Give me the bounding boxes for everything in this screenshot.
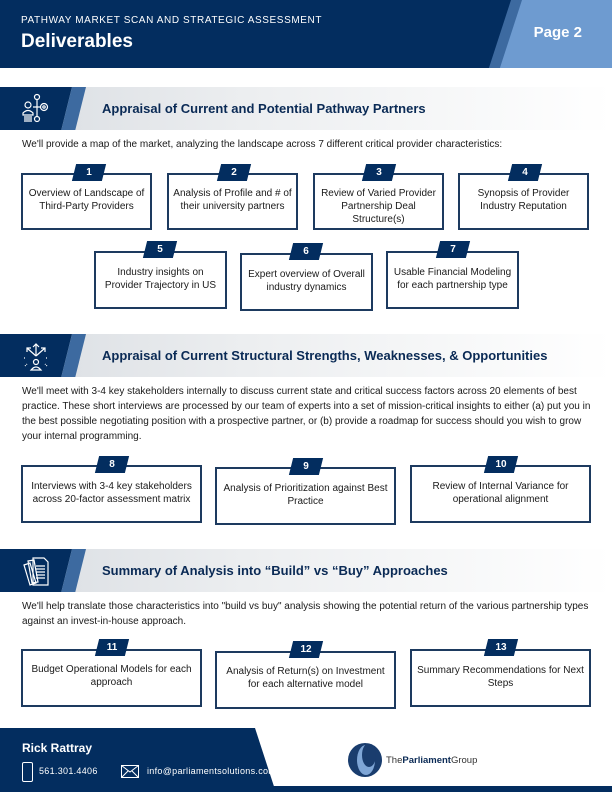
contact-phone[interactable]: 561.301.4406 [39,766,98,776]
logo-mark-icon [348,743,382,777]
document-subtitle: PATHWAY MARKET SCAN AND STRATEGIC ASSESSMENT [21,15,323,26]
deliverable-text: Budget Operational Models for each approach [31,664,192,688]
deliverable-card-9 [215,467,396,525]
deliverable-number-badge: 6 [289,243,323,260]
deliverable-number-badge: 3 [362,164,396,181]
deliverable-text: Synopsis of Provider Industry Reputation [477,188,570,212]
deliverable-number-badge: 10 [484,456,518,473]
deliverable-card-8 [21,465,202,523]
deliverable-card-4 [458,173,589,230]
deliverable-text: Analysis of Prioritization against Best Practice [223,483,388,507]
deliverable-card-5 [94,251,227,309]
section-intro: We'll help translate those characteristics into "build vs buy" analysis showing the potential return of the various partnership types against an invest-in-house approach. [22,601,589,627]
deliverable-number-badge: 4 [508,164,542,181]
deliverable-text: Summary Recommendations for Next Steps [417,665,584,689]
deliverable-number-badge: 13 [484,639,518,656]
section-header-1 [0,87,612,130]
deliverable-text: Industry insights on Provider Trajectory in US [104,267,217,291]
deliverable-number-badge: 11 [95,639,129,656]
deliverable-number-badge: 7 [436,241,470,258]
deliverable-text: Overview of Landscape of Third-Party Providers [28,188,145,212]
deliverable-text: Expert overview of Overall industry dynamics [248,269,365,293]
deliverable-card-1 [21,173,152,230]
deliverable-text: Analysis of Profile and # of their university partners [173,188,292,212]
deliverable-card-13 [410,649,591,707]
section-header-3 [0,549,612,592]
section-intro: We'll provide a map of the market, analyzing the landscape across 7 different critical provider characteristics: [22,139,503,150]
page-footer [0,728,612,792]
deliverable-number-badge: 9 [289,458,323,475]
deliverable-card-11 [21,649,202,707]
page-title: Deliverables [21,31,133,52]
documents-icon [20,555,52,587]
deliverable-card-12 [215,651,396,709]
section-title: Appraisal of Current and Potential Pathway Partners [102,101,426,116]
contact-name: Rick Rattray [22,741,93,755]
deliverable-number-badge: 2 [217,164,251,181]
deliverable-text: Interviews with 3-4 key stakeholders across 20-factor assessment matrix [31,481,192,505]
company-logo [348,743,488,779]
page-number: Page 2 [533,24,582,41]
phone-icon [22,762,33,782]
deliverable-number-badge: 1 [72,164,106,181]
network-people-icon [20,93,52,125]
section-title: Summary of Analysis into “Build” vs “Buy” Approaches [102,563,448,578]
deliverable-number-badge: 5 [143,241,177,258]
mail-icon [121,765,139,778]
section-intro: We'll meet with 3-4 key stakeholders internally to discuss current state and critical success factors across 20 elements of best practice. These short interviews are processed by our team of experts into a set of mission-critical insights to either (a) put you in the best possible negotiating position with a prospective partner, or (b) provide a roadmap for success should you wish to grow your internal programming. [22,386,591,442]
section-title: Appraisal of Current Structural Strengths, Weaknesses, & Opportunities [102,348,548,363]
deliverable-text: Usable Financial Modeling for each partnership type [393,267,512,291]
deliverable-text: Review of Internal Variance for operational alignment [432,481,569,505]
deliverable-text: Review of Varied Provider Partnership Deal Structure(s) [321,188,436,225]
contact-email[interactable]: info@parliamentsolutions.com [147,766,277,776]
deliverable-card-2 [167,173,298,230]
deliverable-card-7 [386,251,519,309]
deliverable-number-badge: 8 [95,456,129,473]
strategy-arrows-icon [20,340,52,372]
page-header [0,0,612,68]
deliverable-card-3 [313,173,444,230]
section-header-2 [0,334,612,377]
deliverable-card-10 [410,465,591,523]
logo-text: TheParliamentGroup [386,755,478,766]
deliverable-number-badge: 12 [289,641,323,658]
deliverable-text: Analysis of Return(s) on Investment for each alternative model [226,666,385,690]
deliverable-card-6 [240,253,373,311]
